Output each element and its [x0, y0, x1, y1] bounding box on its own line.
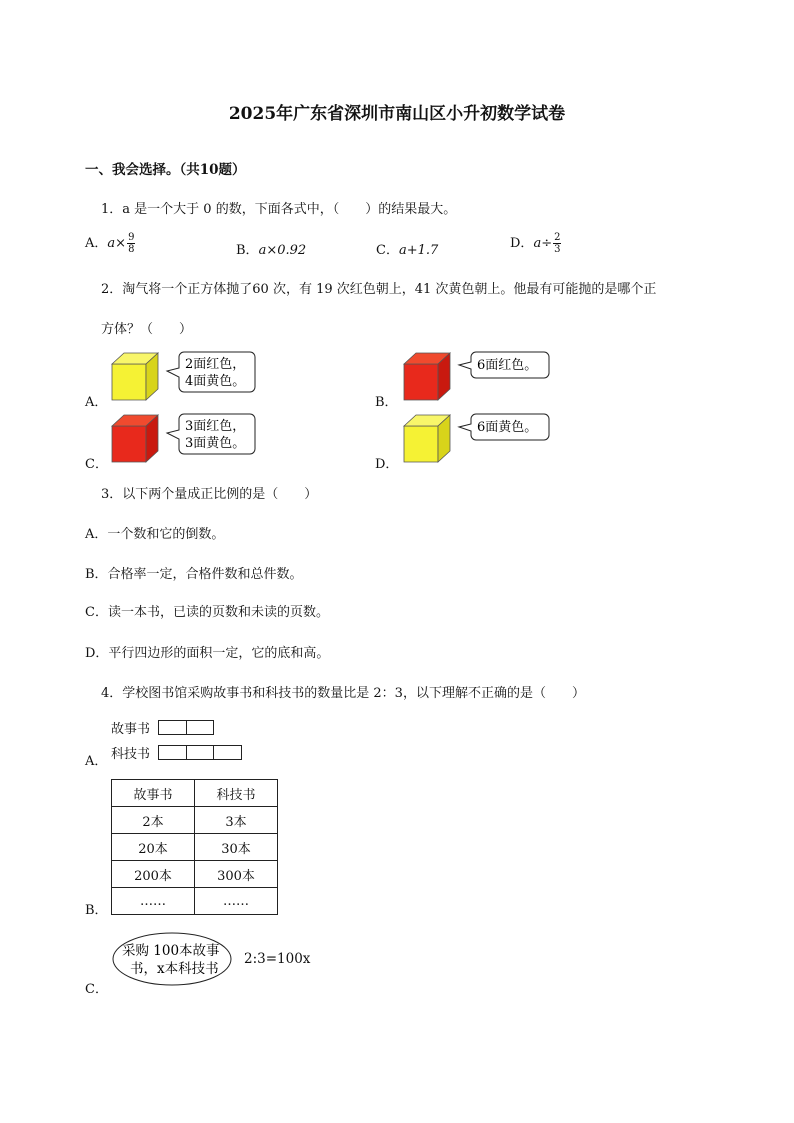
- question-1-stem: 1．a 是一个大于 0 的数，下面各式中，（ ）的结果最大。: [101, 202, 457, 217]
- q2-option-c-label: C．: [85, 457, 108, 472]
- q1-option-a-var: a: [107, 236, 116, 251]
- q4-option-a-label: A．: [85, 754, 108, 769]
- q1-option-b-label: B．: [236, 243, 259, 258]
- q1-option-d-var: a: [533, 236, 542, 251]
- bubble-line-2: 3面黄色。: [185, 436, 246, 451]
- q1-option-a-label: A．: [85, 236, 108, 251]
- q1-option-d: [510, 232, 561, 255]
- bubble-line-1: 6面红色。: [477, 358, 538, 373]
- q2-option-b-figure: [402, 350, 552, 404]
- bubble-line-1: 3面红色，: [185, 419, 246, 434]
- table-cell: 2本: [112, 807, 195, 834]
- q1-option-c-expr: a+1.7: [398, 243, 439, 258]
- section-heading: 一、我会选择。（共10题）: [85, 162, 246, 178]
- q4-option-c-bubble: [110, 930, 240, 990]
- bar-cell: [214, 746, 241, 759]
- bubble-line-2: 书，x本科技书: [130, 961, 219, 977]
- q1-option-c-label: C．: [376, 243, 399, 258]
- fraction-numerator: 9: [128, 232, 135, 243]
- q1-option-b-expr: a×0.92: [258, 243, 307, 258]
- q3-option-b: B．合格率一定，合格件数和总件数。: [85, 567, 303, 582]
- table-cell: 20本: [112, 834, 195, 861]
- speech-bubble: [459, 414, 549, 440]
- yellow-cube-icon: [404, 415, 450, 462]
- bubble-line-1: 6面黄色。: [477, 420, 538, 435]
- q4-bar-science: [158, 745, 242, 760]
- table-cell: 30本: [195, 834, 278, 861]
- question-2-stem-line2: 方体？（ ）: [101, 322, 193, 337]
- q2-option-a-figure: [110, 350, 260, 404]
- q4-bar-story: [158, 720, 214, 735]
- table-cell: 200本: [112, 861, 195, 888]
- table-header: 故事书: [112, 780, 195, 807]
- bar-cell: [187, 721, 214, 734]
- table-cell: ……: [195, 888, 278, 915]
- q1-option-a: [85, 232, 135, 255]
- bubble-line-1: 采购 100本故事: [122, 943, 220, 959]
- table-cell: 3本: [195, 807, 278, 834]
- q1-option-c: [376, 239, 438, 258]
- red-cube-icon: [404, 353, 450, 400]
- bar-cell: [159, 746, 187, 759]
- table-cell: 300本: [195, 861, 278, 888]
- q2-option-d-label: D．: [375, 457, 399, 472]
- q4-ratio-table: [111, 779, 278, 915]
- table-row: [112, 861, 278, 888]
- q3-option-d: D．平行四边形的面积一定，它的底和高。: [85, 646, 330, 661]
- yellow-cube-icon: [112, 353, 158, 400]
- speech-bubble: [167, 352, 255, 392]
- q4-bar-label-story: 故事书: [111, 722, 151, 737]
- q1-option-a-op: ×: [115, 236, 127, 251]
- page-title: 2025年广东省深圳市南山区小升初数学试卷: [228, 104, 566, 124]
- bar-cell: [187, 746, 215, 759]
- q2-option-c-figure: [110, 412, 260, 466]
- table-row: [112, 888, 278, 915]
- q3-option-a: A．一个数和它的倒数。: [85, 527, 225, 542]
- q2-option-a-label: A．: [85, 395, 108, 410]
- speech-bubble: [167, 414, 255, 454]
- q1-option-b: [236, 239, 306, 258]
- red-cube-icon: [112, 415, 158, 462]
- table-row: [112, 807, 278, 834]
- bubble-line-1: 2面红色，: [185, 357, 246, 372]
- fraction-numerator: 2: [554, 232, 561, 243]
- question-4-stem: 4．学校图书馆采购故事书和科技书的数量比是 2：3，以下理解不正确的是（ ）: [101, 686, 585, 701]
- q2-option-d-figure: [402, 412, 552, 466]
- q1-option-a-fraction: [127, 232, 135, 255]
- table-header: 科技书: [195, 780, 278, 807]
- fraction-denominator: 8: [128, 244, 135, 255]
- q2-option-b-label: B．: [375, 395, 398, 410]
- table-cell: ……: [112, 888, 195, 915]
- q4-option-b-label: B．: [85, 903, 108, 918]
- q1-option-d-op: ÷: [541, 236, 553, 251]
- bar-cell: [159, 721, 187, 734]
- q3-option-c: C．读一本书，已读的页数和未读的页数。: [85, 605, 329, 620]
- q4-option-c-equation: 2:3=100x: [244, 951, 311, 967]
- question-2-stem-line1: 2．淘气将一个正方体抛了60 次，有 19 次红色朝上，41 次黄色朝上。他最有可能抛的是哪个正: [101, 282, 657, 297]
- bubble-line-2: 4面黄色。: [185, 374, 246, 389]
- fraction-denominator: 3: [554, 244, 561, 255]
- q1-option-d-label: D．: [510, 236, 534, 251]
- q4-option-c-label: C．: [85, 982, 108, 997]
- speech-bubble: [459, 352, 549, 378]
- question-3-stem: 3．以下两个量成正比例的是（ ）: [101, 487, 318, 502]
- table-row: [112, 834, 278, 861]
- q4-bar-label-science: 科技书: [111, 747, 151, 762]
- table-header-row: [112, 780, 278, 807]
- q1-option-d-fraction: [553, 232, 561, 255]
